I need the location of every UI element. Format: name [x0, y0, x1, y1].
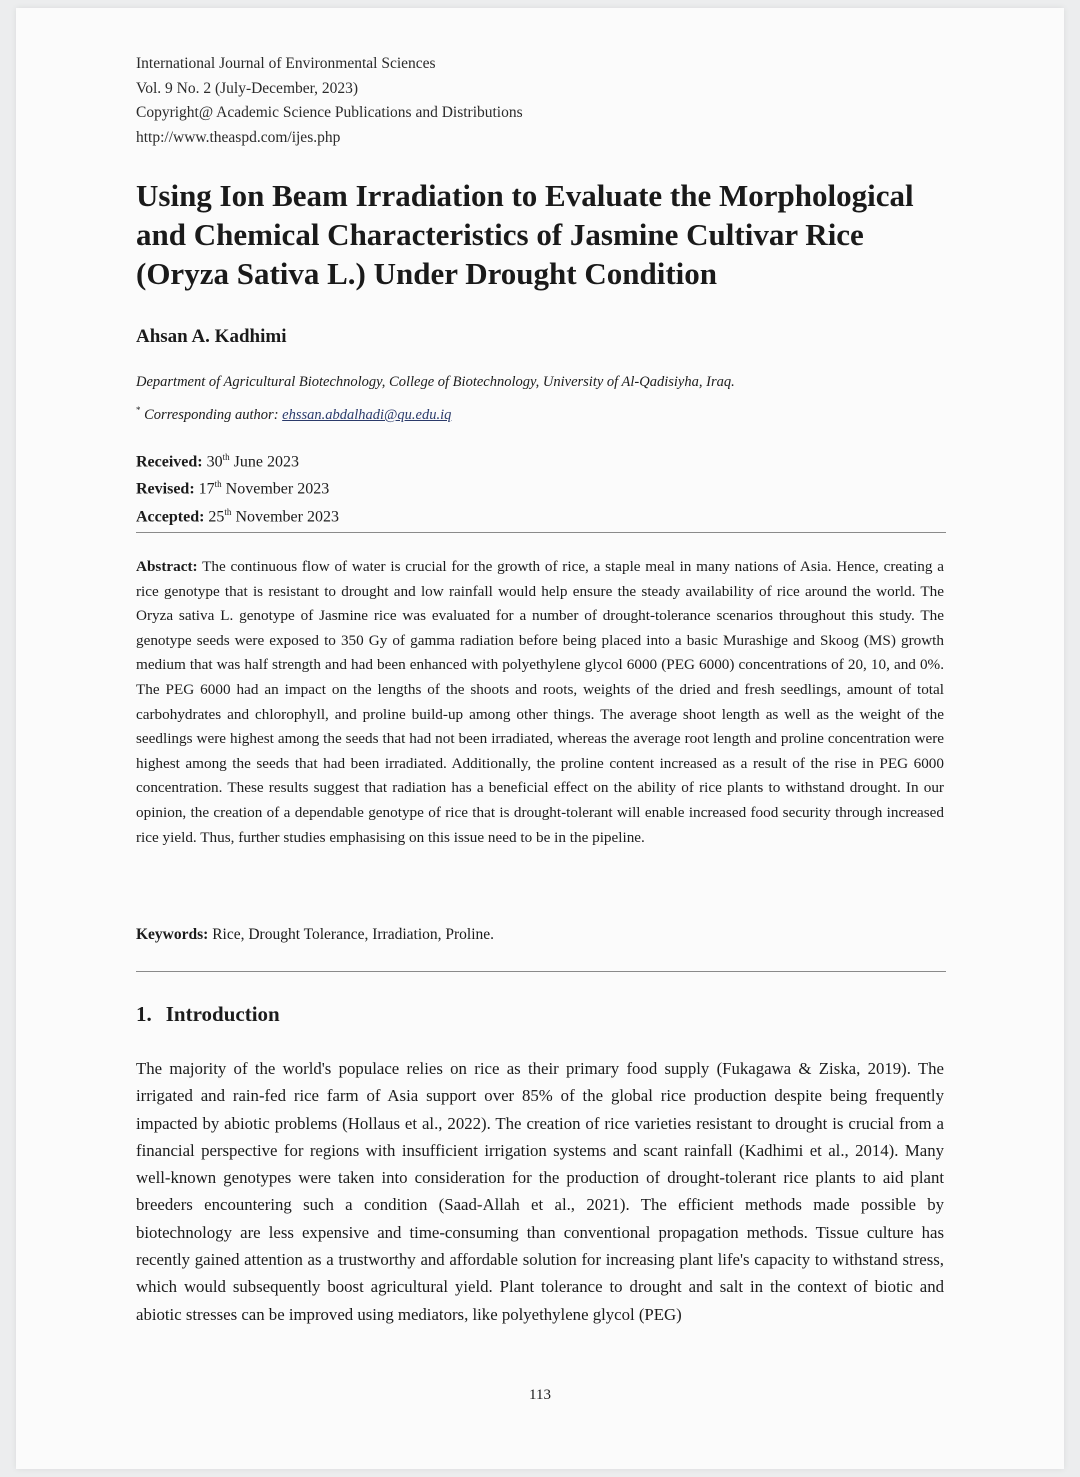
- corresponding-marker: *: [136, 405, 141, 415]
- accepted-label: Accepted:: [136, 507, 205, 525]
- section-number: 1.: [136, 1002, 152, 1026]
- divider-top: [136, 532, 946, 533]
- accepted-rest: November 2023: [235, 507, 339, 525]
- page-number: 113: [529, 1387, 551, 1403]
- revised-suffix: th: [214, 479, 222, 490]
- journal-copyright: Copyright@ Academic Science Publications and Distributions: [136, 104, 523, 121]
- received-label: Received:: [136, 453, 203, 471]
- journal-header: [136, 52, 523, 150]
- introduction-paragraph: The majority of the world's populace relies on rice as their primary food supply (Fukagawa & Ziska, 2019). The irrigated and rain-fed rice farm of Asia support over 85% of the global rice production despite being frequently impacted by abiotic problems (Hollaus et al., 2022). The creation of rice varieties resistant to drought is crucial from a financial perspective for regions with insufficient irrigation systems and scant rainfall (Kadhimi et al., 2014). Many well-known genotypes were taken into consideration for the production of drought-tolerant rice plants to aid plant breeders encountering such a condition (Saad-Allah et al., 2021). The efficient methods made possible by biotechnology are less expensive and time-consuming than conventional propagation methods. Tissue culture has recently gained attention as a trustworthy and affordable solution for increasing plant life's capacity to withstand stress, which would subsequently boost agricultural yield. Plant tolerance to drought and salt in the context of biotic and abiotic stresses can be improved using mediators, like polyethylene glycol (PEG): [136, 1059, 944, 1324]
- journal-name: International Journal of Environmental Sciences: [136, 55, 436, 72]
- accepted-suffix: th: [224, 506, 232, 517]
- received-rest: June 2023: [233, 453, 299, 471]
- abstract-label: Abstract:: [136, 558, 198, 575]
- corresponding-label: Corresponding author:: [144, 406, 283, 423]
- revised-day: 17: [198, 480, 215, 498]
- accepted-date: [136, 501, 339, 528]
- accepted-day: 25: [208, 507, 225, 525]
- publication-dates: [136, 446, 339, 528]
- paper-title: Using Ion Beam Irradiation to Evaluate the Morphological and Chemical Characteristics of Jasmine Cultivar Rice (Oryza Sativa L.) Under Drought Condition: [136, 178, 914, 291]
- abstract-text: The continuous flow of water is crucial for the growth of rice, a staple meal in many nations of Asia. Hence, creating a rice genotype that is resistant to drought and low rainfall would help ensure the steady availability of rice around the world. The Oryza sativa L. genotype of Jasmine rice was evaluated for a number of drought-tolerance scenarios throughout this study. The genotype seeds were exposed to 350 Gy of gamma radiation before being placed into a basic Murashige and Skoog (MS) growth medium that was half strength and had been enhanced with polyethylene glycol 6000 (PEG 6000) concentrations of 20, 10, and 0%. The PEG 6000 had an impact on the lengths of the shoots and roots, weights of the dried and fresh seedlings, amount of total carbohydrates and chlorophyll, and proline build-up among other things. The average shoot length as well as the weight of the seedlings were highest among the seeds that had not been irradiated, whereas the average root length and proline concentration were highest among the seeds that had been irradiated. Additionally, the proline content increased as a result of the rise in PEG 6000 concentration. These results suggest that radiation has a beneficial effect on the ability of rice plants to withstand drought. In our opinion, the creation of a dependable genotype of rice that is drought-tolerant will enable increased food security through increased rice yield. Thus, further studies emphasising on this issue need to be in the pipeline.: [136, 558, 944, 846]
- author-name: Ahsan A. Kadhimi: [136, 326, 287, 347]
- divider-bottom: [136, 971, 946, 972]
- section-heading-introduction: [136, 1002, 280, 1027]
- corresponding-email-link[interactable]: ehssan.abdalhadi@qu.edu.iq: [282, 406, 452, 423]
- corresponding-author: [136, 405, 451, 424]
- revised-rest: November 2023: [225, 480, 330, 498]
- journal-url[interactable]: http://www.theaspd.com/ijes.php: [136, 128, 341, 146]
- journal-volume: Vol. 9 No. 2 (July-December, 2023): [136, 79, 359, 97]
- abstract: [136, 555, 944, 850]
- received-date: [136, 446, 339, 473]
- keywords: [136, 926, 494, 944]
- revised-date: [136, 473, 339, 500]
- revised-label: Revised:: [136, 480, 195, 498]
- author-affiliation: Department of Agricultural Biotechnology, College of Biotechnology, University of Al-Qadisiyha, Iraq.: [136, 374, 735, 390]
- keywords-text: Rice, Drought Tolerance, Irradiation, Proline.: [212, 926, 495, 943]
- received-day: 30: [206, 453, 223, 471]
- keywords-label: Keywords:: [136, 926, 209, 943]
- section-title: Introduction: [165, 1002, 280, 1026]
- received-suffix: th: [222, 452, 230, 462]
